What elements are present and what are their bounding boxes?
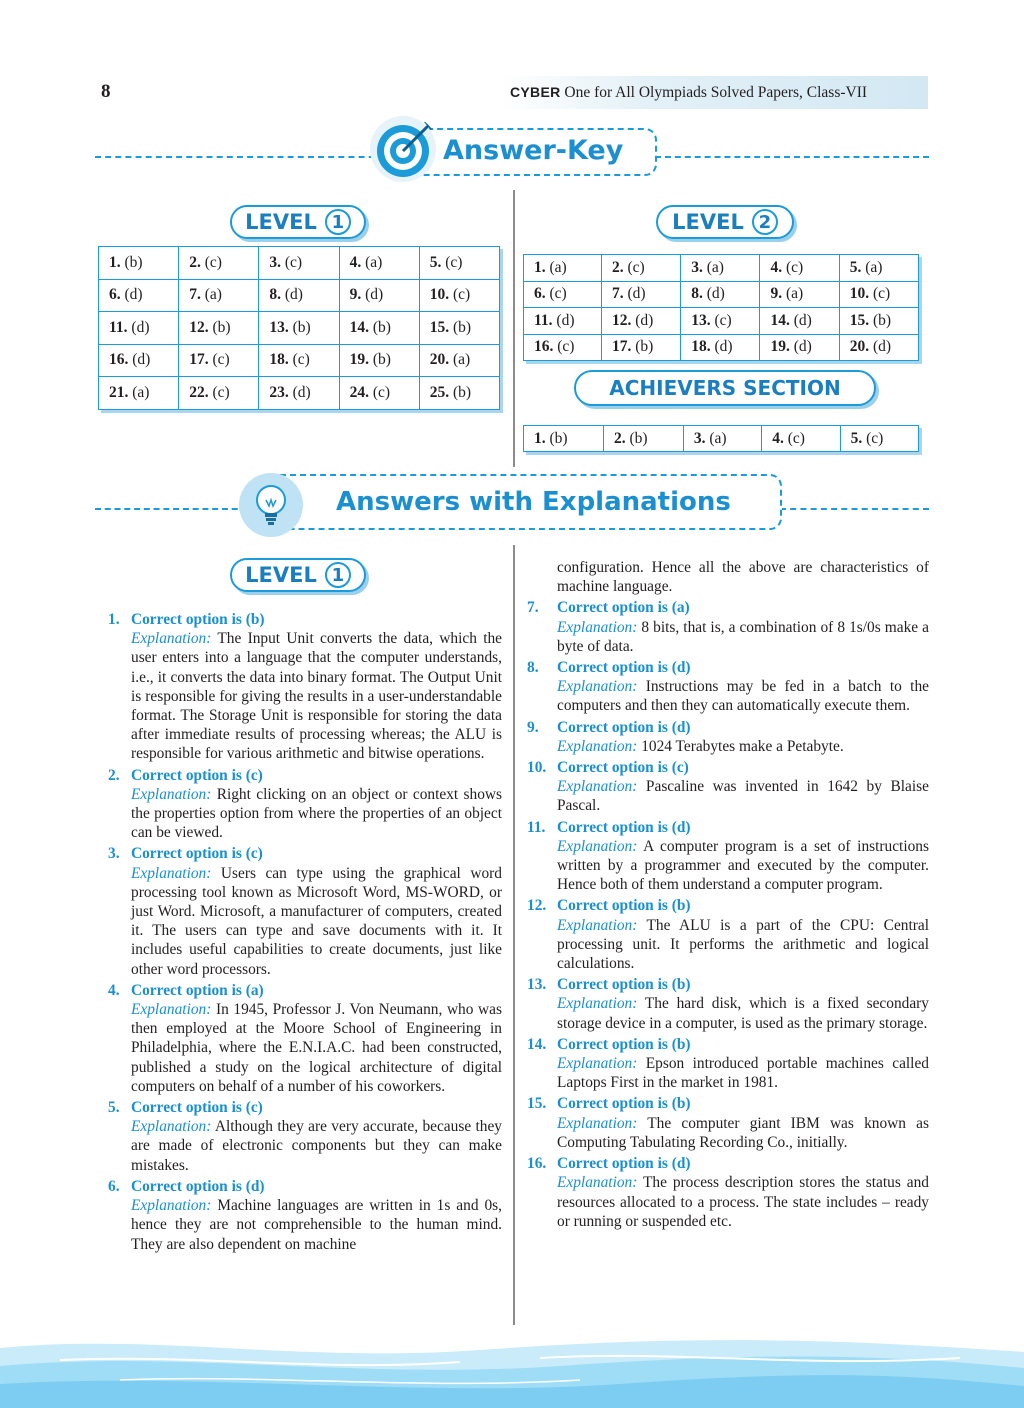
correct-option: Correct option is (c): [131, 845, 263, 863]
explanation-label: Explanation:: [557, 678, 638, 696]
explanations-divider: [513, 545, 515, 1325]
answer-cell: [179, 377, 259, 410]
question-number: 16.: [534, 338, 554, 356]
answer-cell: [339, 247, 419, 280]
answer-cell: [762, 426, 840, 452]
correct-option: Correct option is (b): [557, 897, 691, 915]
explanation-label: Explanation:: [131, 1118, 212, 1136]
answer-option: (c): [787, 429, 805, 447]
question-number: 2.: [613, 429, 626, 447]
answer-option: (a): [453, 351, 471, 369]
question-number: 12.: [611, 311, 632, 329]
question-number: 20.: [429, 351, 450, 369]
answer-cell: [760, 255, 839, 282]
answer-cell: [179, 344, 259, 377]
explanation-number: 10.: [527, 759, 547, 777]
answer-option: (d): [124, 286, 143, 304]
level-2-answer-table: [523, 254, 919, 361]
answer-option: (d): [292, 383, 311, 401]
answer-cell: [99, 247, 179, 280]
answer-option: (a): [204, 286, 222, 304]
answer-cell: [681, 334, 760, 361]
explanation-item: [108, 844, 502, 978]
answer-option: (c): [453, 286, 471, 304]
correct-option: Correct option is (c): [131, 1099, 263, 1117]
explanations-level-number: 1: [325, 562, 351, 588]
answer-cell: [839, 281, 918, 308]
question-number: 5.: [849, 258, 862, 276]
answer-option: (c): [714, 311, 732, 329]
answer-cell: [601, 255, 680, 282]
level-1-answer-table: [98, 246, 500, 410]
answer-option: (c): [866, 429, 884, 447]
explanation-body: Machine languages are written in 1s and 0s, hence they are not comprehensible to the human mind. They are also dependent on machine: [131, 1197, 502, 1253]
explanation-item: [527, 1094, 929, 1152]
explanation-body: The Input Unit converts the data, which the user enters into a language that the computer understands, i.e., it converts the data into binary format. The Output Unit is responsible for giving the results in a user-understandable format. The Storage Unit is responsible for storing the data after immediate results of processing whereas; the ALU is responsible for various arithmetic and bitwise operations.: [131, 630, 502, 763]
explanation-number: 1.: [108, 611, 120, 628]
answer-option: (a): [549, 258, 567, 276]
explanation-number: 6.: [108, 1177, 120, 1195]
explanation-number: 2.: [108, 766, 120, 784]
answer-option: (d): [793, 311, 812, 329]
explanation-text: [557, 677, 929, 715]
answer-cell: [760, 281, 839, 308]
explanation-number: 9.: [527, 718, 539, 736]
explanation-item: [108, 981, 502, 1096]
answer-cell: [839, 255, 918, 282]
answer-key-rule-left: [95, 156, 395, 158]
explanation-label: Explanation:: [131, 864, 212, 882]
question-number: 3.: [693, 429, 706, 447]
target-icon: [368, 114, 438, 184]
explanation-body: 8 bits, that is, a combination of 8 1s/0s make a byte of data.: [557, 618, 929, 655]
question-number: 9.: [770, 285, 783, 303]
answer-cell: [601, 334, 680, 361]
explanation-label: Explanation:: [131, 1197, 212, 1215]
answer-cell: [419, 344, 499, 377]
question-number: 8.: [269, 286, 281, 304]
level-2-label: LEVEL: [672, 210, 744, 234]
answer-option: (b): [629, 429, 648, 447]
question-number: 2.: [189, 253, 201, 271]
answer-option: (b): [635, 338, 654, 356]
question-number: 13.: [691, 311, 711, 329]
explanation-label: Explanation:: [557, 737, 638, 755]
answer-cell: [524, 426, 604, 452]
answer-cell: [339, 344, 419, 377]
answer-cell: [99, 312, 179, 345]
question-number: 25.: [429, 383, 450, 401]
explanation-label: Explanation:: [557, 618, 638, 636]
answer-key-divider: [513, 190, 515, 467]
question-number: 10.: [849, 285, 870, 303]
question-number: 17.: [611, 338, 632, 356]
correct-option: Correct option is (d): [131, 1177, 265, 1195]
correct-option: Correct option is (d): [557, 1155, 691, 1173]
question-number: 4.: [349, 253, 362, 271]
answer-cell: [524, 255, 602, 282]
answer-cell: [840, 426, 918, 452]
explanation-item: [108, 766, 502, 843]
question-number: 4.: [772, 429, 784, 447]
explanations-level-badge: [230, 558, 366, 592]
running-head: [500, 76, 928, 109]
question-number: 18.: [691, 338, 711, 356]
answer-option: (d): [627, 285, 646, 303]
explanations-left-column: [108, 610, 502, 1256]
question-number: 9.: [349, 286, 362, 304]
question-number: 6.: [109, 286, 121, 304]
explanation-body: Users can type using the graphical word processing tool known as Microsoft Word, MS-WORD, or just Word. Microsoft, a manufacturer of computers, created it. The users can type and save documents with it. It includes useful capabilities to create documents, just like other word processors.: [131, 864, 502, 978]
answer-row: [99, 247, 500, 280]
explanation-number: 11.: [527, 818, 546, 836]
question-number: 7.: [189, 286, 201, 304]
explanation-item: [527, 718, 929, 756]
correct-option: Correct option is (c): [131, 766, 263, 784]
explanation-item: [527, 1035, 929, 1093]
answer-option: (b): [453, 383, 472, 401]
answer-cell: [839, 308, 918, 335]
answer-option: (a): [365, 253, 383, 271]
answer-cell: [603, 426, 683, 452]
question-number: 4.: [770, 258, 783, 276]
answer-option: (c): [212, 383, 230, 401]
answer-option: (d): [365, 286, 384, 304]
question-number: 8.: [691, 285, 703, 303]
explanation-body: 1024 Terabytes make a Petabyte.: [637, 737, 844, 755]
answer-option: (d): [635, 311, 654, 329]
explanation-body: The process description stores the status and resources allocated to a process. The state includes – ready or running or suspended etc.: [557, 1174, 929, 1230]
answer-option: (b): [872, 311, 892, 329]
explanation-label: Explanation:: [131, 785, 212, 803]
question-number: 13.: [269, 318, 289, 336]
explanation-label: Explanation:: [557, 995, 638, 1013]
question-number: 11.: [534, 311, 553, 329]
correct-option: Correct option is (d): [557, 718, 691, 736]
answer-cell: [681, 308, 760, 335]
question-number: 24.: [349, 383, 369, 401]
explanation-item: [108, 1098, 502, 1175]
explanation-item: [108, 610, 502, 764]
correct-option: Correct option is (c): [557, 759, 689, 777]
question-number: 5.: [429, 253, 442, 271]
explanation-number: 7.: [527, 599, 539, 617]
explanation-text: [131, 629, 502, 763]
question-number: 19.: [770, 338, 790, 356]
answer-option: (a): [785, 285, 804, 303]
answer-cell: [681, 255, 760, 282]
explanation-text: [557, 994, 929, 1032]
explanations-rule-right: [780, 508, 929, 510]
answer-cell: [99, 344, 179, 377]
answer-row: [524, 334, 919, 361]
explanation-item: [108, 1177, 502, 1254]
correct-option: Correct option is (d): [557, 659, 691, 677]
explanation-item: [527, 598, 929, 656]
answer-option: (d): [284, 286, 303, 304]
explanations-right-list: [527, 598, 929, 1231]
answer-option: (d): [132, 351, 151, 369]
answer-cell: [524, 334, 602, 361]
explanation-number: 3.: [108, 845, 120, 863]
explanation-body: The ALU is a part of the CPU: Central processing unit. It performs the arithmetic and logical calculations.: [557, 916, 929, 973]
explanation-body: Pascaline was invented in 1642 by Blaise Pascal.: [557, 778, 929, 815]
explanation-item: [527, 975, 929, 1033]
question-number: 20.: [849, 338, 870, 356]
answer-cell: [179, 279, 259, 312]
explanation-number: 13.: [527, 976, 547, 994]
answer-cell: [760, 308, 839, 335]
question-number: 14.: [770, 311, 790, 329]
explanation-text: [557, 837, 929, 895]
question-number: 15.: [849, 311, 870, 329]
answer-cell: [259, 279, 339, 312]
answer-option: (c): [284, 253, 303, 271]
correct-option: Correct option is (a): [557, 599, 690, 617]
answer-cell: [259, 344, 339, 377]
level-2-number: 2: [752, 209, 778, 235]
question-number: 2.: [611, 258, 624, 276]
answer-option: (c): [627, 258, 645, 276]
explanation-item: [527, 818, 929, 895]
question-number: 7.: [611, 285, 624, 303]
answer-cell: [419, 279, 499, 312]
answer-cell: [339, 377, 419, 410]
explanation-body: Instructions may be fed in a batch to the computers and then they can automatically execute them.: [557, 678, 929, 715]
correct-option: Correct option is (b): [557, 1095, 691, 1113]
explanation-number: 8.: [527, 659, 539, 677]
explanation-label: Explanation:: [131, 1001, 212, 1019]
question-number: 16.: [109, 351, 129, 369]
correct-option: Correct option is (d): [557, 818, 691, 836]
answer-option: (d): [872, 338, 892, 356]
answer-cell: [683, 426, 761, 452]
answer-option: (b): [453, 318, 472, 336]
achievers-badge: [574, 370, 876, 406]
question-number: 3.: [269, 253, 281, 271]
explanation-label: Explanation:: [557, 1174, 638, 1192]
answer-option: (c): [445, 253, 463, 271]
answer-cell: [681, 281, 760, 308]
answer-cell: [601, 281, 680, 308]
explanation-text: [557, 737, 929, 756]
book-title: One for All Olympiads Solved Papers, Class-VII: [564, 84, 868, 101]
answer-row: [99, 279, 500, 312]
explanations-level-label: LEVEL: [245, 563, 317, 587]
explanation-item: [527, 758, 929, 816]
explanation-text: [557, 1054, 929, 1092]
answer-cell: [524, 281, 602, 308]
explanation-text: [557, 777, 929, 815]
level-1-label: LEVEL: [245, 210, 317, 234]
answer-option: (c): [204, 253, 222, 271]
answer-cell: [760, 334, 839, 361]
explanation-number: 4.: [108, 981, 120, 999]
explanation-label: Explanation:: [131, 630, 212, 648]
lightbulb-icon: [238, 472, 304, 538]
explanation-body: Although they are very accurate, because they are made of electronic components but they can make mistakes.: [131, 1118, 502, 1174]
answer-option: (c): [557, 338, 575, 356]
answer-option: (c): [785, 258, 804, 276]
answer-row: [524, 255, 919, 282]
answer-cell: [419, 247, 499, 280]
answer-option: (d): [714, 338, 733, 356]
answer-cell: [259, 247, 339, 280]
correct-option: Correct option is (a): [131, 981, 264, 999]
question-number: 23.: [269, 383, 289, 401]
answer-option: (c): [212, 351, 230, 369]
explanation-body: Right clicking on an object or context shows the properties option from where the properties of an object can be viewed.: [131, 785, 502, 842]
answer-option: (d): [131, 318, 150, 336]
answer-cell: [524, 308, 602, 335]
answer-option: (b): [372, 351, 391, 369]
explanation-body: Epson introduced portable machines called Laptops First in the market in 1981.: [557, 1055, 929, 1092]
explanation-label: Explanation:: [557, 778, 638, 796]
answer-cell: [179, 312, 259, 345]
question-number: 15.: [429, 318, 450, 336]
explanation-text: [131, 1196, 502, 1254]
answer-row: [524, 281, 919, 308]
answer-cell: [259, 377, 339, 410]
correct-option: Correct option is (b): [557, 976, 691, 994]
answer-option: (b): [124, 253, 143, 271]
answer-cell: [839, 334, 918, 361]
explanation-label: Explanation:: [557, 916, 638, 934]
answer-key-rule-right: [655, 156, 929, 158]
answer-option: (b): [549, 429, 568, 447]
answer-option: (c): [372, 383, 391, 401]
explanation-body: In 1945, Professor J. Von Neumann, who was then employed at the Moore School of Engineering in Philadelphia, where the E.N.I.A.C. had been constructed, published a study on the logical architecture of digital computers on behalf of a number of his coworkers.: [131, 1001, 502, 1095]
answer-option: (c): [292, 351, 310, 369]
achievers-label: ACHIEVERS SECTION: [609, 376, 841, 400]
question-number: 1.: [534, 258, 546, 276]
explanations-title: Answers with Explanations: [336, 487, 731, 517]
question-number: 21.: [109, 383, 129, 401]
explanation-text: [557, 1173, 929, 1231]
explanation-label: Explanation:: [557, 1114, 638, 1132]
answer-row: [524, 426, 919, 452]
answer-option: (c): [872, 285, 891, 303]
explanation-label: Explanation:: [557, 837, 638, 855]
answer-cell: [339, 312, 419, 345]
explanation-text: [131, 1117, 502, 1175]
answer-option: (a): [706, 258, 724, 276]
question-number: 11.: [109, 318, 128, 336]
explanation-text: [557, 618, 929, 656]
question-number: 14.: [349, 318, 369, 336]
answer-row: [99, 312, 500, 345]
answer-option: (d): [556, 311, 575, 329]
answer-cell: [99, 279, 179, 312]
explanation-text: [557, 1114, 929, 1152]
explanation-number: 12.: [527, 897, 547, 915]
explanation-text: [131, 1000, 502, 1096]
explanation-item: [527, 1154, 929, 1231]
answer-cell: [339, 279, 419, 312]
explanation-text: [131, 864, 502, 979]
answer-option: (d): [793, 338, 812, 356]
answer-option: (d): [706, 285, 725, 303]
explanation-number: 14.: [527, 1035, 547, 1053]
answer-option: (a): [865, 258, 883, 276]
answer-cell: [419, 377, 499, 410]
waves-decoration: [0, 1328, 1024, 1408]
answer-cell: [99, 377, 179, 410]
explanation-text: [557, 916, 929, 974]
explanation-body: A computer program is a set of instructions written by a programmer and executed by the computer. Hence both of them understand a computer program.: [557, 837, 929, 894]
explanation-label: Explanation:: [557, 1055, 638, 1073]
explanations-right-column: [527, 558, 929, 1233]
answer-option: (b): [292, 318, 311, 336]
continued-text: configuration. Hence all the above are characteristics of machine language.: [557, 559, 929, 596]
answer-cell: [259, 312, 339, 345]
explanation-item: [527, 896, 929, 973]
level-1-badge: [230, 205, 366, 239]
answer-cell: [419, 312, 499, 345]
level-1-number: 1: [325, 209, 351, 235]
question-number: 18.: [269, 351, 289, 369]
answer-option: (b): [212, 318, 231, 336]
question-number: 12.: [189, 318, 209, 336]
explanation-number: 5.: [108, 1099, 120, 1117]
explanation-text: [131, 785, 502, 843]
question-number: 3.: [691, 258, 703, 276]
level-2-badge: [656, 205, 794, 239]
answer-row: [99, 344, 500, 377]
question-number: 22.: [189, 383, 209, 401]
question-number: 6.: [534, 285, 546, 303]
answer-cell: [601, 308, 680, 335]
answer-option: (a): [709, 429, 727, 447]
question-number: 1.: [109, 253, 121, 271]
brand: CYBER: [510, 84, 561, 100]
question-number: 5.: [850, 429, 863, 447]
explanation-number: 16.: [527, 1155, 547, 1173]
answer-option: (c): [549, 285, 567, 303]
explanation-item: [527, 658, 929, 716]
answer-row: [524, 308, 919, 335]
question-number: 19.: [349, 351, 369, 369]
explanation-body: The computer giant IBM was known as Computing Tabulating Recording Co., initially.: [557, 1114, 929, 1151]
answer-row: [99, 377, 500, 410]
explanation-number: 15.: [527, 1095, 547, 1113]
answer-option: (b): [372, 318, 391, 336]
achievers-answer-table: [523, 425, 919, 452]
correct-option: Correct option is (b): [557, 1035, 691, 1053]
question-number: 1.: [534, 429, 546, 447]
answer-option: (a): [132, 383, 150, 401]
question-number: 17.: [189, 351, 209, 369]
question-number: 10.: [429, 286, 450, 304]
answer-key-title: Answer-Key: [443, 135, 624, 166]
explanation-body: The hard disk, which is a fixed secondary storage device in a computer, is used as the primary storage.: [557, 995, 929, 1032]
answer-cell: [179, 247, 259, 280]
correct-option: Correct option is (b): [131, 611, 265, 628]
page-number: 8: [101, 81, 111, 102]
